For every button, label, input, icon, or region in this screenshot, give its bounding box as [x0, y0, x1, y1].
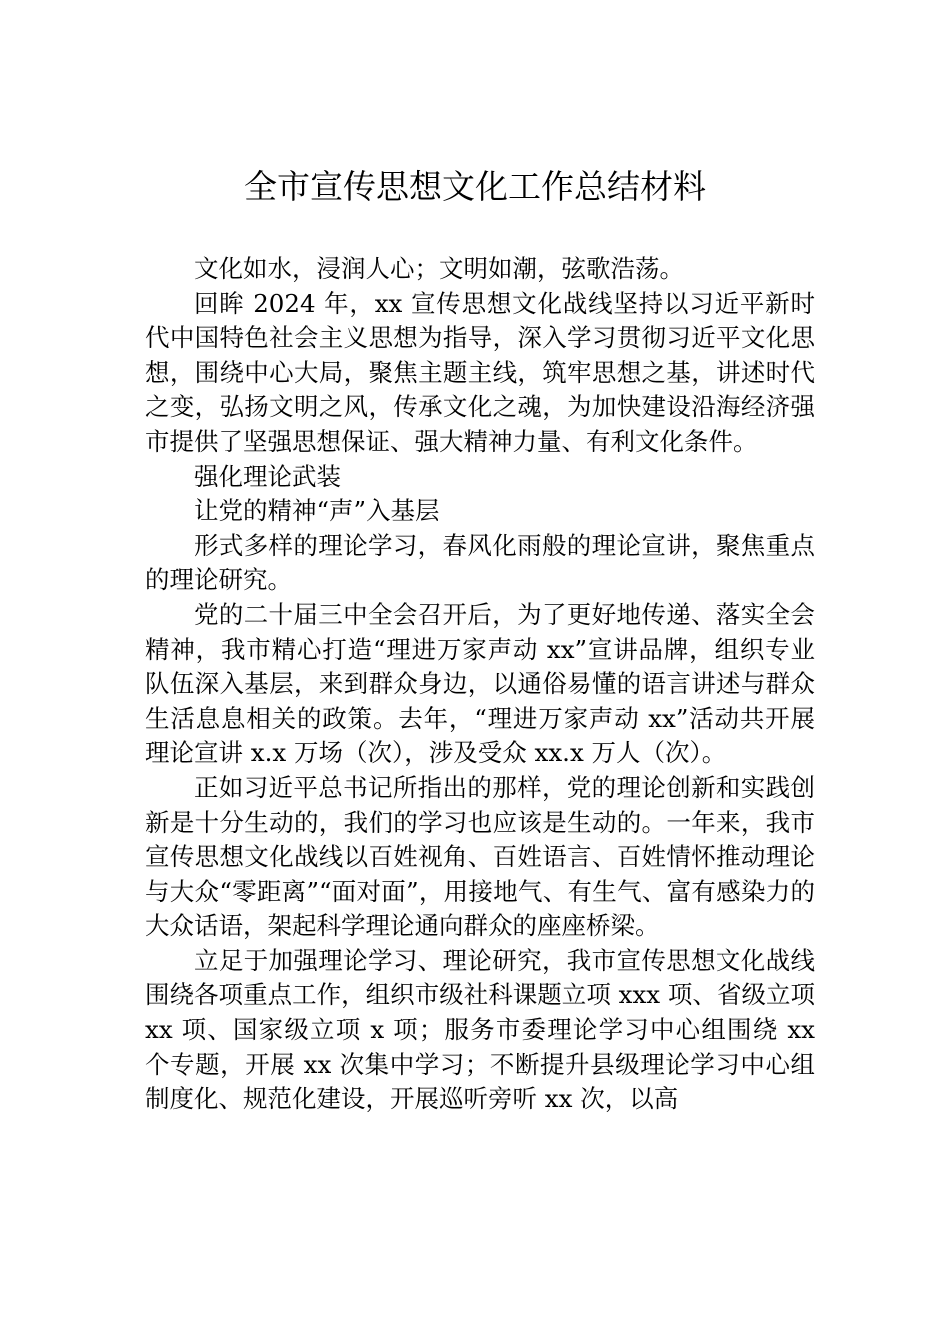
section-subheading: 让党的精神“声”入基层: [194, 496, 440, 526]
paragraph-intro: 文化如水，浸润人心；文明如潮，弦歌浩荡。: [194, 254, 684, 283]
paragraph: 形式多样的理论学习，春风化雨般的理论宣讲，聚焦重点的理论研究。: [145, 530, 815, 595]
paragraph: 党的二十届三中全会召开后，为了更好地传递、落实全会精神，我市精心打造“理进万家声动 xx”宣讲品牌，组织专业队伍深入基层，来到群众身边，以通俗易懂的语言讲述与群众生活息息相关的政策。去年，“理进万家声动 xx”活动共开展理论宣讲 x.x 万场（次），涉及受众 xx.x 万人（次）。: [145, 599, 815, 768]
paragraph: 立足于加强理论学习、理论研究，我市宣传思想文化战线围绕各项重点工作，组织市级社科课题立项 xxx 项、省级立项 xx 项、国家级立项 x 项；服务市委理论学习中心组围绕 xx 个专题，开展 xx 次集中学习；不断提升县级理论学习中心组制度化、规范化建设，开展巡听旁听 xx 次，以高: [145, 945, 815, 1114]
paragraph-review: 回眸 2024 年，xx 宣传思想文化战线坚持以习近平新时代中国特色社会主义思想为指导，深入学习贯彻习近平文化思想，围绕中心大局，聚焦主题主线，筑牢思想之基，讲述时代之变，弘扬文明之风，传承文化之魂，为加快建设沿海经济强市提供了坚强思想保证、强大精神力量、有利文化条件。: [145, 288, 815, 456]
section-heading: 强化理论武装: [194, 461, 341, 491]
paragraph: 正如习近平总书记所指出的那样，党的理论创新和实践创新是十分生动的，我们的学习也应该是生动的。一年来，我市宣传思想文化战线以百姓视角、百姓语言、百姓情怀推动理论与大众“零距离”“面对面”，用接地气、有生气、富有感染力的大众话语，架起科学理论通向群众的座座桥梁。: [145, 772, 815, 941]
document-title: 全市宣传思想文化工作总结材料: [244, 167, 706, 206]
document-body: [145, 252, 815, 1117]
